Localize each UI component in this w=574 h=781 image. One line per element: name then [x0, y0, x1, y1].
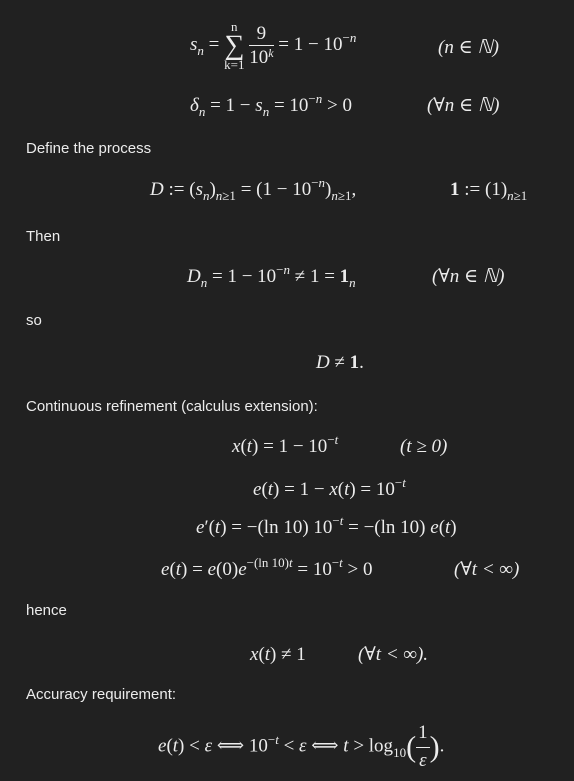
fraction-1-over-epsilon: $\frac{1}{\varepsilon}$	[418, 722, 428, 771]
eq-accuracy: e(t) < ε ⟺ $10^{-t} < \varepsilon$ ⟺ $t > \log_{10}$( $\frac{1}{\varepsilon}$ ).	[158, 722, 445, 771]
eq-x-neq-one: x(t) ≠ 1	[250, 644, 306, 665]
text-so: so	[26, 312, 42, 329]
eq-x-of-t: $x(t) = 1 - 10^{-t}$	[232, 432, 339, 457]
text-then: Then	[26, 228, 61, 245]
eq-sn-condition: (n ∈ ℕ)	[438, 37, 499, 58]
eq-e-derivative: e′(t) = −(ln 10) $10^{-t} = -(\ln$ 10) e(t)	[196, 513, 457, 538]
eq-D-neq-one: D ≠ 1.	[316, 352, 364, 373]
eq-define-D: D := $(s_n)_{n\ge 1} = (1 - 10^{-n})_{n\ge 1}$,	[150, 175, 357, 203]
text-hence: hence	[26, 602, 67, 619]
eq-delta-n: $\delta_n = 1 - s_n = 10^{-n} > 0$	[190, 91, 352, 119]
eq-e-solution: $e(t) = e(0)e^{-(ln 10)t} = 10^{-t} > 0$	[161, 555, 373, 580]
eq-e-of-t: $e(t) = 1 - x(t) = 10^{-t}$	[253, 475, 406, 500]
text-define: Define the process	[26, 140, 152, 157]
eq-e-condition: (∀t < ∞)	[454, 559, 520, 580]
eq-Dn: $D_n = 1 - 10^{-n} \ne 1 = 1_n$	[187, 262, 356, 290]
eq-x-condition: (t ≥ 0)	[400, 436, 448, 457]
text-accuracy: Accuracy requirement:	[26, 686, 177, 703]
eq-sn-sum: $s_n$ = n ∑ k=1 $\frac{9}{10^k}$ = $1 - 10^{-n}$	[190, 19, 357, 73]
fraction-9-over-10k: $\frac{9}{10^k}$	[249, 23, 274, 69]
text-continuous: Continuous refinement (calculus extension):	[26, 398, 318, 415]
eq-Dn-condition: (∀n ∈ ℕ)	[432, 266, 505, 287]
eq-define-one: 1 := $(1)_{n\ge 1}$	[450, 179, 528, 203]
summation: n ∑ k=1	[224, 19, 245, 73]
eq-x-neq-condition: (∀t < ∞).	[358, 644, 429, 665]
eq-delta-condition: (∀n ∈ ℕ)	[427, 95, 500, 116]
